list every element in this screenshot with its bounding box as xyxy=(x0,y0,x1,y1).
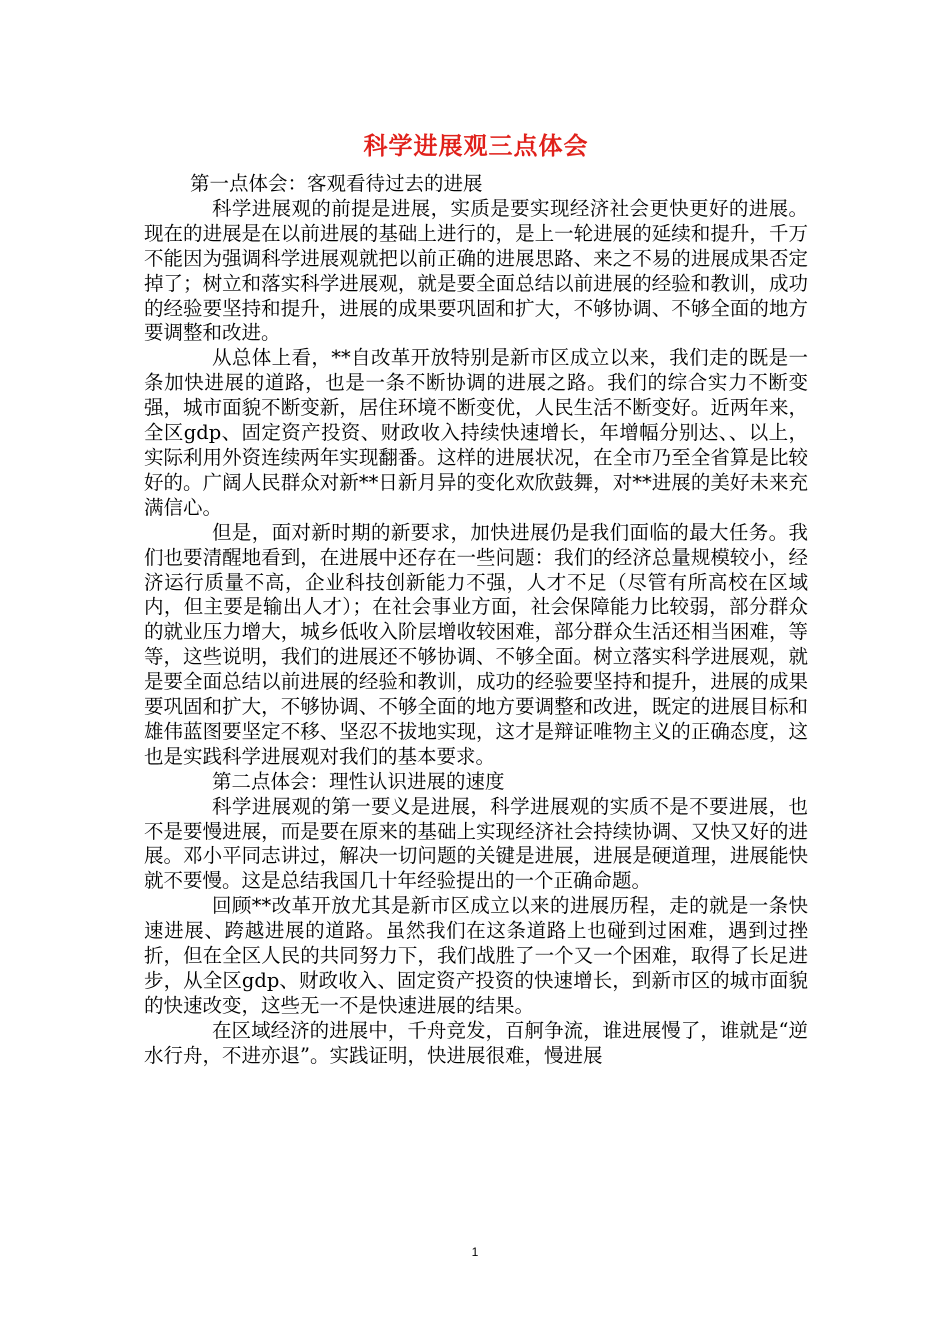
page-number: 1 xyxy=(471,1245,479,1259)
section-heading-2: 第二点体会：理性认识进展的速度 xyxy=(212,769,505,793)
paragraph: 科学进展观的第一要义是进展，科学进展观的实质不是不要进展，也不是要慢进展，而是要在原来的基础上实现经济社会持续协调、又快又好的进展。邓小平同志讲过，解决一切问题的关键是进展，进展是硬道理，进展能快就不要慢。这是总结我国几十年经验提出的一个正确命题。 xyxy=(144,794,808,893)
paragraph: 在区域经济的进展中，千舟竞发，百舸争流，谁进展慢了，谁就是“逆水行舟，不进亦退”。实践证明，快进展很难，慢进展 xyxy=(144,1018,808,1067)
document-body xyxy=(144,128,808,1069)
paragraph: 从总体上看，**自改革开放特别是新市区成立以来，我们走的既是一条加快进展的道路，也是一条不断协调的进展之路。我们的综合实力不断变强，城市面貌不断变新，居住环境不断变优，人民生活不断变好。近两年来，全区gdp、固定资产投资、财政收入持续快速增长，年增幅分别达、、以上，实际利用外资连续两年实现翻番。这样的进展状况，在全市乃至全省算是比较好的。广阔人民群众对新**日新月异的变化欢欣鼓舞，对**进展的美好未来充满信心。 xyxy=(144,346,808,519)
paragraph: 回顾**改革开放尤其是新市区成立以来的进展历程，走的就是一条快速进展、跨越进展的道路。虽然我们在这条道路上也碰到过困难，遇到过挫折，但在全区人民的共同努力下，我们战胜了一个又一个困难，取得了长足进步，从全区gdp、财政收入、固定资产投资的快速增长，到新市区的城市面貌的快速改变，这些无一不是快速进展的结果。 xyxy=(144,894,808,1017)
document-title: 科学进展观三点体会 xyxy=(363,131,589,160)
paragraph: 科学进展观的前提是进展，实质是要实现经济社会更快更好的进展。现在的进展是在以前进展的基础上进行的，是上一轮进展的延续和提升，千万不能因为强调科学进展观就把以前正确的进展思路、来之不易的进展成果否定掉了；树立和落实科学进展观，就是要全面总结以前进展的经验和教训，成功的经验要坚持和提升，进展的成果要巩固和扩大，不够协调、不够全面的地方要调整和改进。 xyxy=(144,196,808,345)
section-heading-1: 第一点体会：客观看待过去的进展 xyxy=(190,172,483,195)
paragraph: 但是，面对新时期的新要求，加快进展仍是我们面临的最大任务。我们也要清醒地看到，在进展中还存在一些问题：我们的经济总量规模较小，经济运行质量不高，企业科技创新能力不强，人才不足（尽管有所高校在区域内，但主要是输出人才）；在社会事业方面，社会保障能力比较弱，部分群众的就业压力增大，城乡低收入阶层增收较困难，部分群众生活还相当困难，等等，这些说明，我们的进展还不够协调、不够全面。树立落实科学进展观，就是要全面总结以前进展的经验和教训，成功的经验要坚持和提升，进展的成果要巩固和扩大，不够协调、不够全面的地方要调整和改进，既定的进展目标和雄伟蓝图要坚定不移、坚忍不拔地实现，这才是辩证唯物主义的正确态度，这也是实践科学进展观对我们的基本要求。 xyxy=(144,520,808,768)
